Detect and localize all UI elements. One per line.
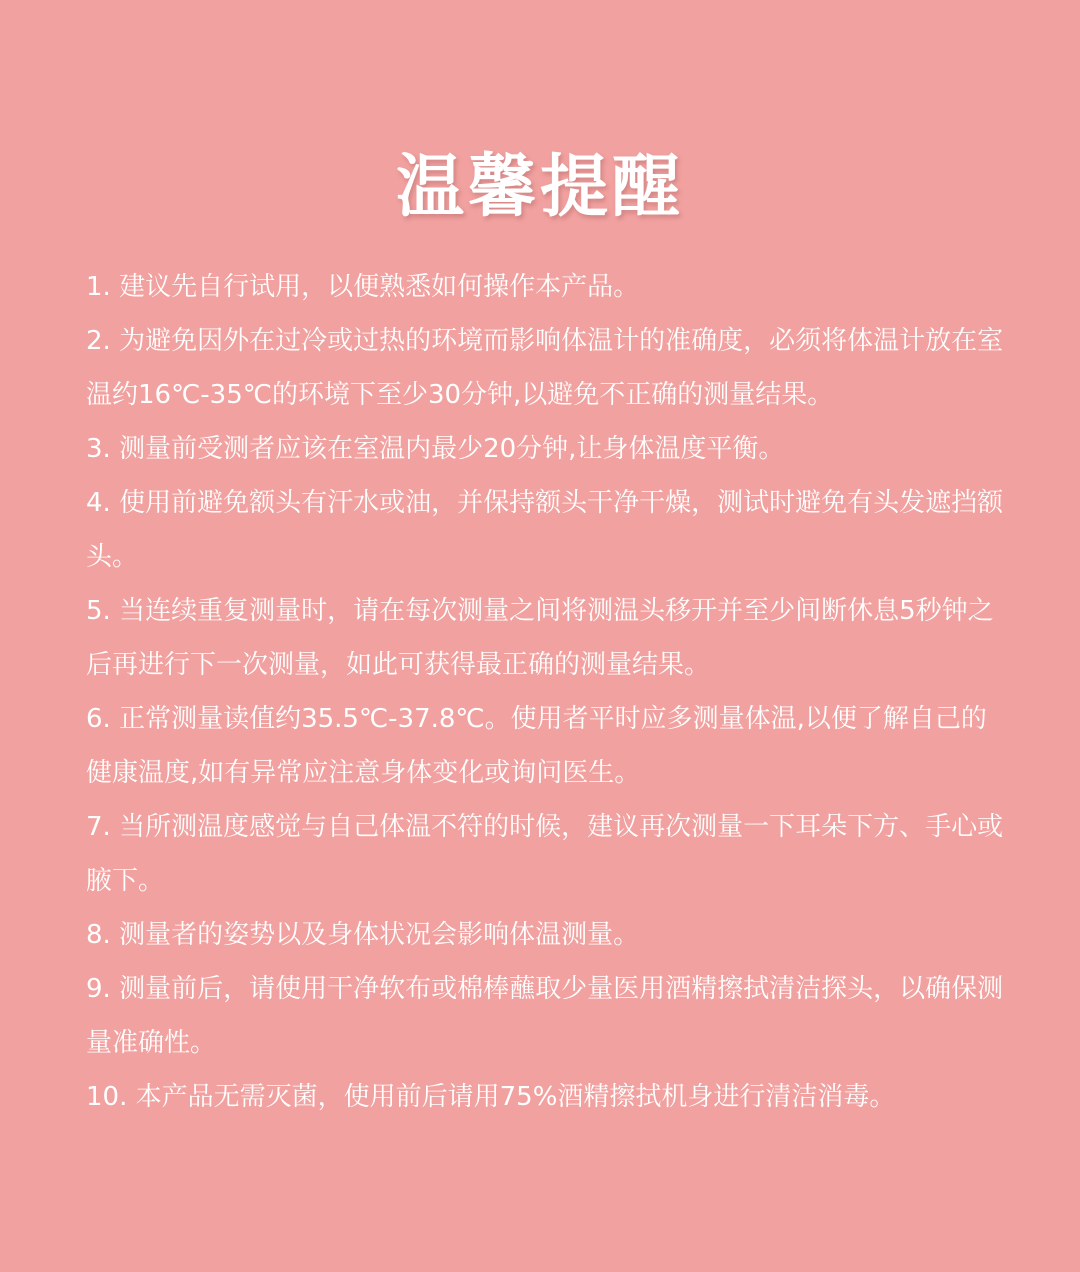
note-item: 6. 正常测量读值约35.5℃-37.8℃。使用者平时应多测量体温,以便了解自己的健康温度,如有异常应注意身体变化或询问医生。 — [86, 704, 987, 788]
note-item: 5. 当连续重复测量时，请在每次测量之间将测温头移开并至少间断休息5秒钟之后再进行下一次测量，如此可获得最正确的测量结果。 — [86, 596, 994, 680]
note-item: 4. 使用前避免额头有汗水或油，并保持额头干净干燥，测试时避免有头发遮挡额头。 — [86, 488, 1004, 572]
note-item: 1. 建议先自行试用，以便熟悉如何操作本产品。 — [86, 272, 640, 302]
notes-list — [86, 260, 1010, 1124]
note-item: 9. 测量前后，请使用干净软布或棉棒蘸取少量医用酒精擦拭清洁探头，以确保测量准确性。 — [86, 974, 1004, 1058]
note-item: 8. 测量者的姿势以及身体状况会影响体温测量。 — [86, 920, 640, 950]
note-item: 3. 测量前受测者应该在室温内最少20分钟,让身体温度平衡。 — [86, 434, 785, 464]
note-item: 2. 为避免因外在过冷或过热的环境而影响体温计的准确度，必须将体温计放在室温约16℃-35℃的环境下至少30分钟,以避免不正确的测量结果。 — [86, 326, 1004, 410]
page-title: 温馨提醒 — [395, 147, 684, 227]
note-item: 7. 当所测温度感觉与自己体温不符的时候，建议再次测量一下耳朵下方、手心或腋下。 — [86, 812, 1004, 896]
note-item: 10. 本产品无需灭菌，使用前后请用75%酒精擦拭机身进行清洁消毒。 — [86, 1082, 896, 1112]
